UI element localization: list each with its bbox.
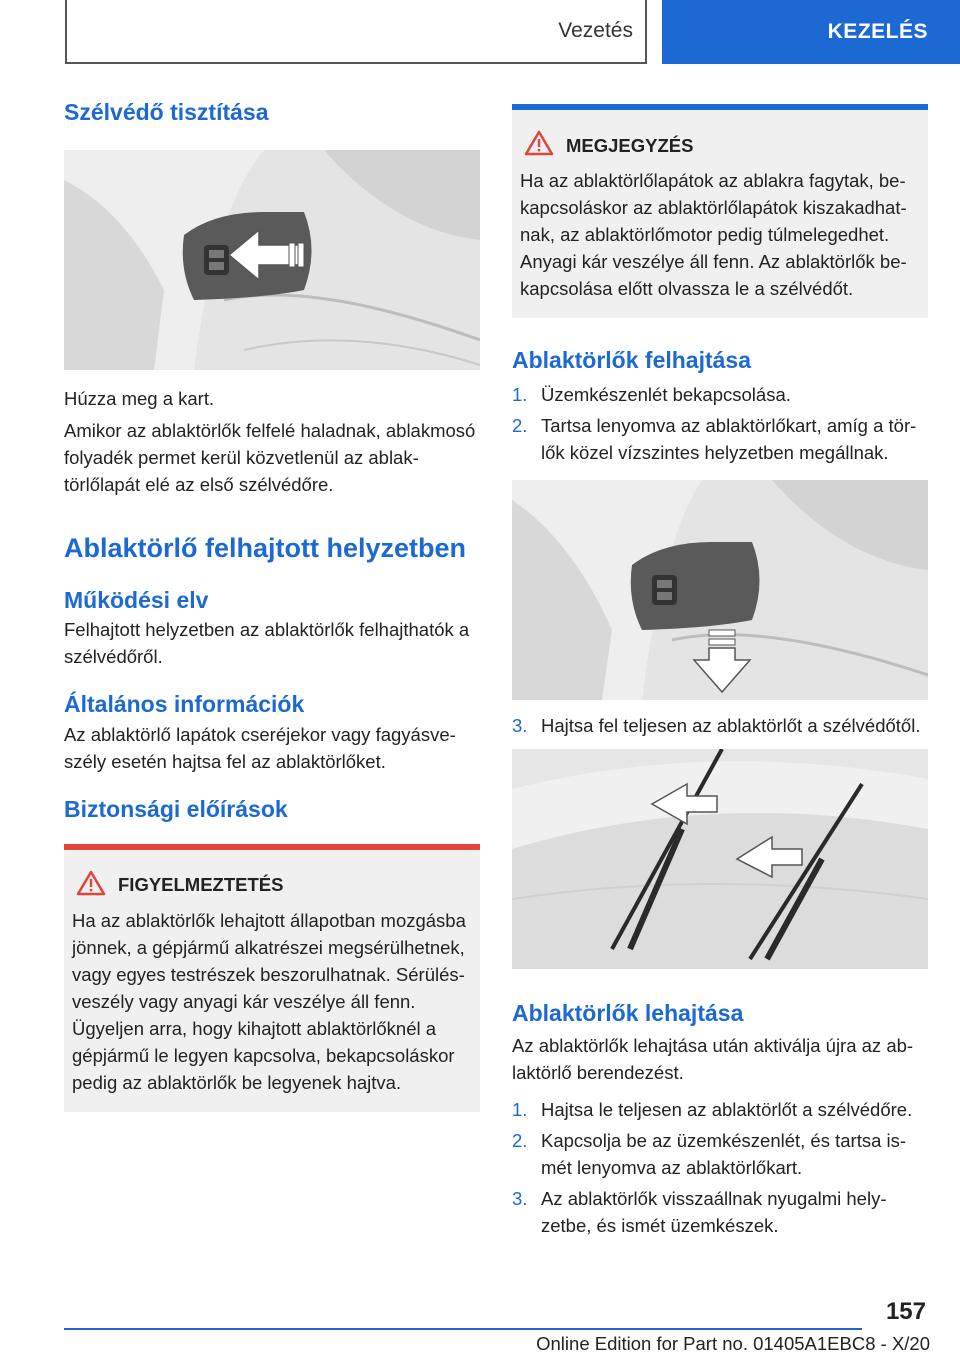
header-chapter-tab	[662, 0, 960, 64]
note-box	[512, 104, 928, 318]
list-item	[512, 412, 928, 466]
list-item	[512, 712, 928, 739]
list-item	[512, 381, 928, 408]
section-title-fold-up-wipers: Ablaktörlők felhajtása	[512, 347, 752, 373]
warning-text: Ha az ablaktörlők lehajtott állapotban mozgásba jönnek, a gépjármű alkatrészei megsérülhetnek, vagy egyes testrészek beszorulhatnak. Sérülésveszély vagy anyagi kár veszélye áll fenn. Ügyeljen arra, hogy kihajtott ablaktörlőknél a gépjármű le legyen kapcsolva, bekapcsoláskor pedig az ablaktörlők be legyenek hajtva.	[72, 909, 466, 1093]
warning-box	[64, 844, 480, 1112]
paragraph-washer-fluid: Amikor az ablaktörlők felfelé haladnak, ablakmosó folyadék permet kerül közvetlenül az ablaktörlőlapát elé az első szélvédőre.	[64, 419, 476, 495]
paragraph-general-information: Az ablaktörlő lapátok cseréjekor vagy fagyásveszély esetén hajtsa fel az ablaktörlőket.	[64, 724, 456, 772]
footer-divider	[64, 1328, 862, 1330]
wipers-folded-up-illustration	[512, 749, 928, 969]
step-number: 1.	[512, 1098, 528, 1120]
fold-down-steps-list	[512, 1096, 928, 1239]
section-title-windshield-cleaning: Szélvédő tisztítása	[64, 99, 269, 125]
paragraph-operating-principle: Felhajtott helyzetben az ablaktörlők felhajthatók a szélvédőről.	[64, 619, 470, 668]
step-number: 3.	[512, 714, 528, 736]
note-title-row	[520, 130, 920, 161]
paragraph-pull-lever: Húzza meg a kart.	[64, 387, 215, 409]
note-text: Ha az ablaktörlőlapátok az ablakra fagytak, bekapcsoláskor az ablaktörlőlapátok kiszakadhatnak, az ablaktörlőmotor pedig túlmelegedhet. Anyagi kár veszélye áll fenn. Az ablaktörlők bekapcsolása előtt olvassza le a szélvédőt.	[520, 170, 907, 299]
header-section-tab	[65, 0, 647, 64]
step-number: 2.	[512, 1129, 528, 1151]
note-title: MEGJEGYZÉS	[566, 134, 694, 156]
step-text: Hajtsa le teljesen az ablaktörlőt a szélvédőre.	[541, 1098, 913, 1120]
list-item	[512, 1127, 928, 1181]
right-column	[512, 104, 928, 1243]
step-number: 2.	[512, 414, 528, 436]
fold-up-steps-list	[512, 381, 928, 466]
step-text: Kapcsolja be az üzemkészenlét, és tartsa ismét lenyomva az ablaktörlőkart.	[541, 1129, 907, 1178]
list-item	[512, 1096, 928, 1123]
section-title-fold-down-wipers: Ablaktörlők lehajtása	[512, 999, 744, 1026]
wiper-lever-push-down-illustration	[512, 480, 928, 700]
subsection-title-general-information: Általános információk	[64, 691, 305, 718]
warning-title-row	[72, 870, 472, 901]
list-item	[512, 1185, 928, 1239]
warning-triangle-icon	[76, 870, 106, 901]
wiper-lever-pull-illustration	[64, 150, 480, 370]
subsection-title-safety-instructions: Biztonsági előírások	[64, 796, 288, 822]
warning-title: FIGYELMEZTETÉS	[118, 874, 284, 896]
wipers-folded-up-photo	[512, 749, 928, 969]
step-text: Üzemkészenlét bekapcsolása.	[541, 383, 791, 405]
paragraph-fold-down-intro: Az ablaktörlők lehajtása után aktiválja újra az ablaktörlő berendezést.	[512, 1034, 914, 1083]
step-text: Hajtsa fel teljesen az ablaktörlőt a szélvédőtől.	[541, 714, 921, 736]
step-text: Az ablaktörlők visszaállnak nyugalmi helyzetbe, és ismét üzemkészek.	[541, 1187, 887, 1236]
fold-up-step3-list	[512, 712, 928, 739]
subsection-title-operating-principle: Működési elv	[64, 586, 209, 613]
header-chapter-label: KEZELÉS	[827, 20, 928, 43]
section-title-wiper-folded-position: Ablaktörlő felhajtott helyzetben	[64, 532, 467, 563]
footer-edition-text: Online Edition for Part no. 01405A1EBC8 - X/20	[536, 1333, 930, 1354]
step-number: 1.	[512, 383, 528, 405]
wiper-lever-push-down-photo	[512, 480, 928, 700]
header-section-label: Vezetés	[558, 19, 633, 42]
note-triangle-icon	[524, 130, 554, 161]
wiper-lever-pull-photo	[64, 150, 480, 370]
page-number: 157	[885, 1298, 926, 1325]
step-number: 3.	[512, 1187, 528, 1209]
step-text: Tartsa lenyomva az ablaktörlőkart, amíg a törlők közel vízszintes helyzetben megállnak.	[541, 414, 917, 463]
left-column	[64, 98, 480, 1112]
